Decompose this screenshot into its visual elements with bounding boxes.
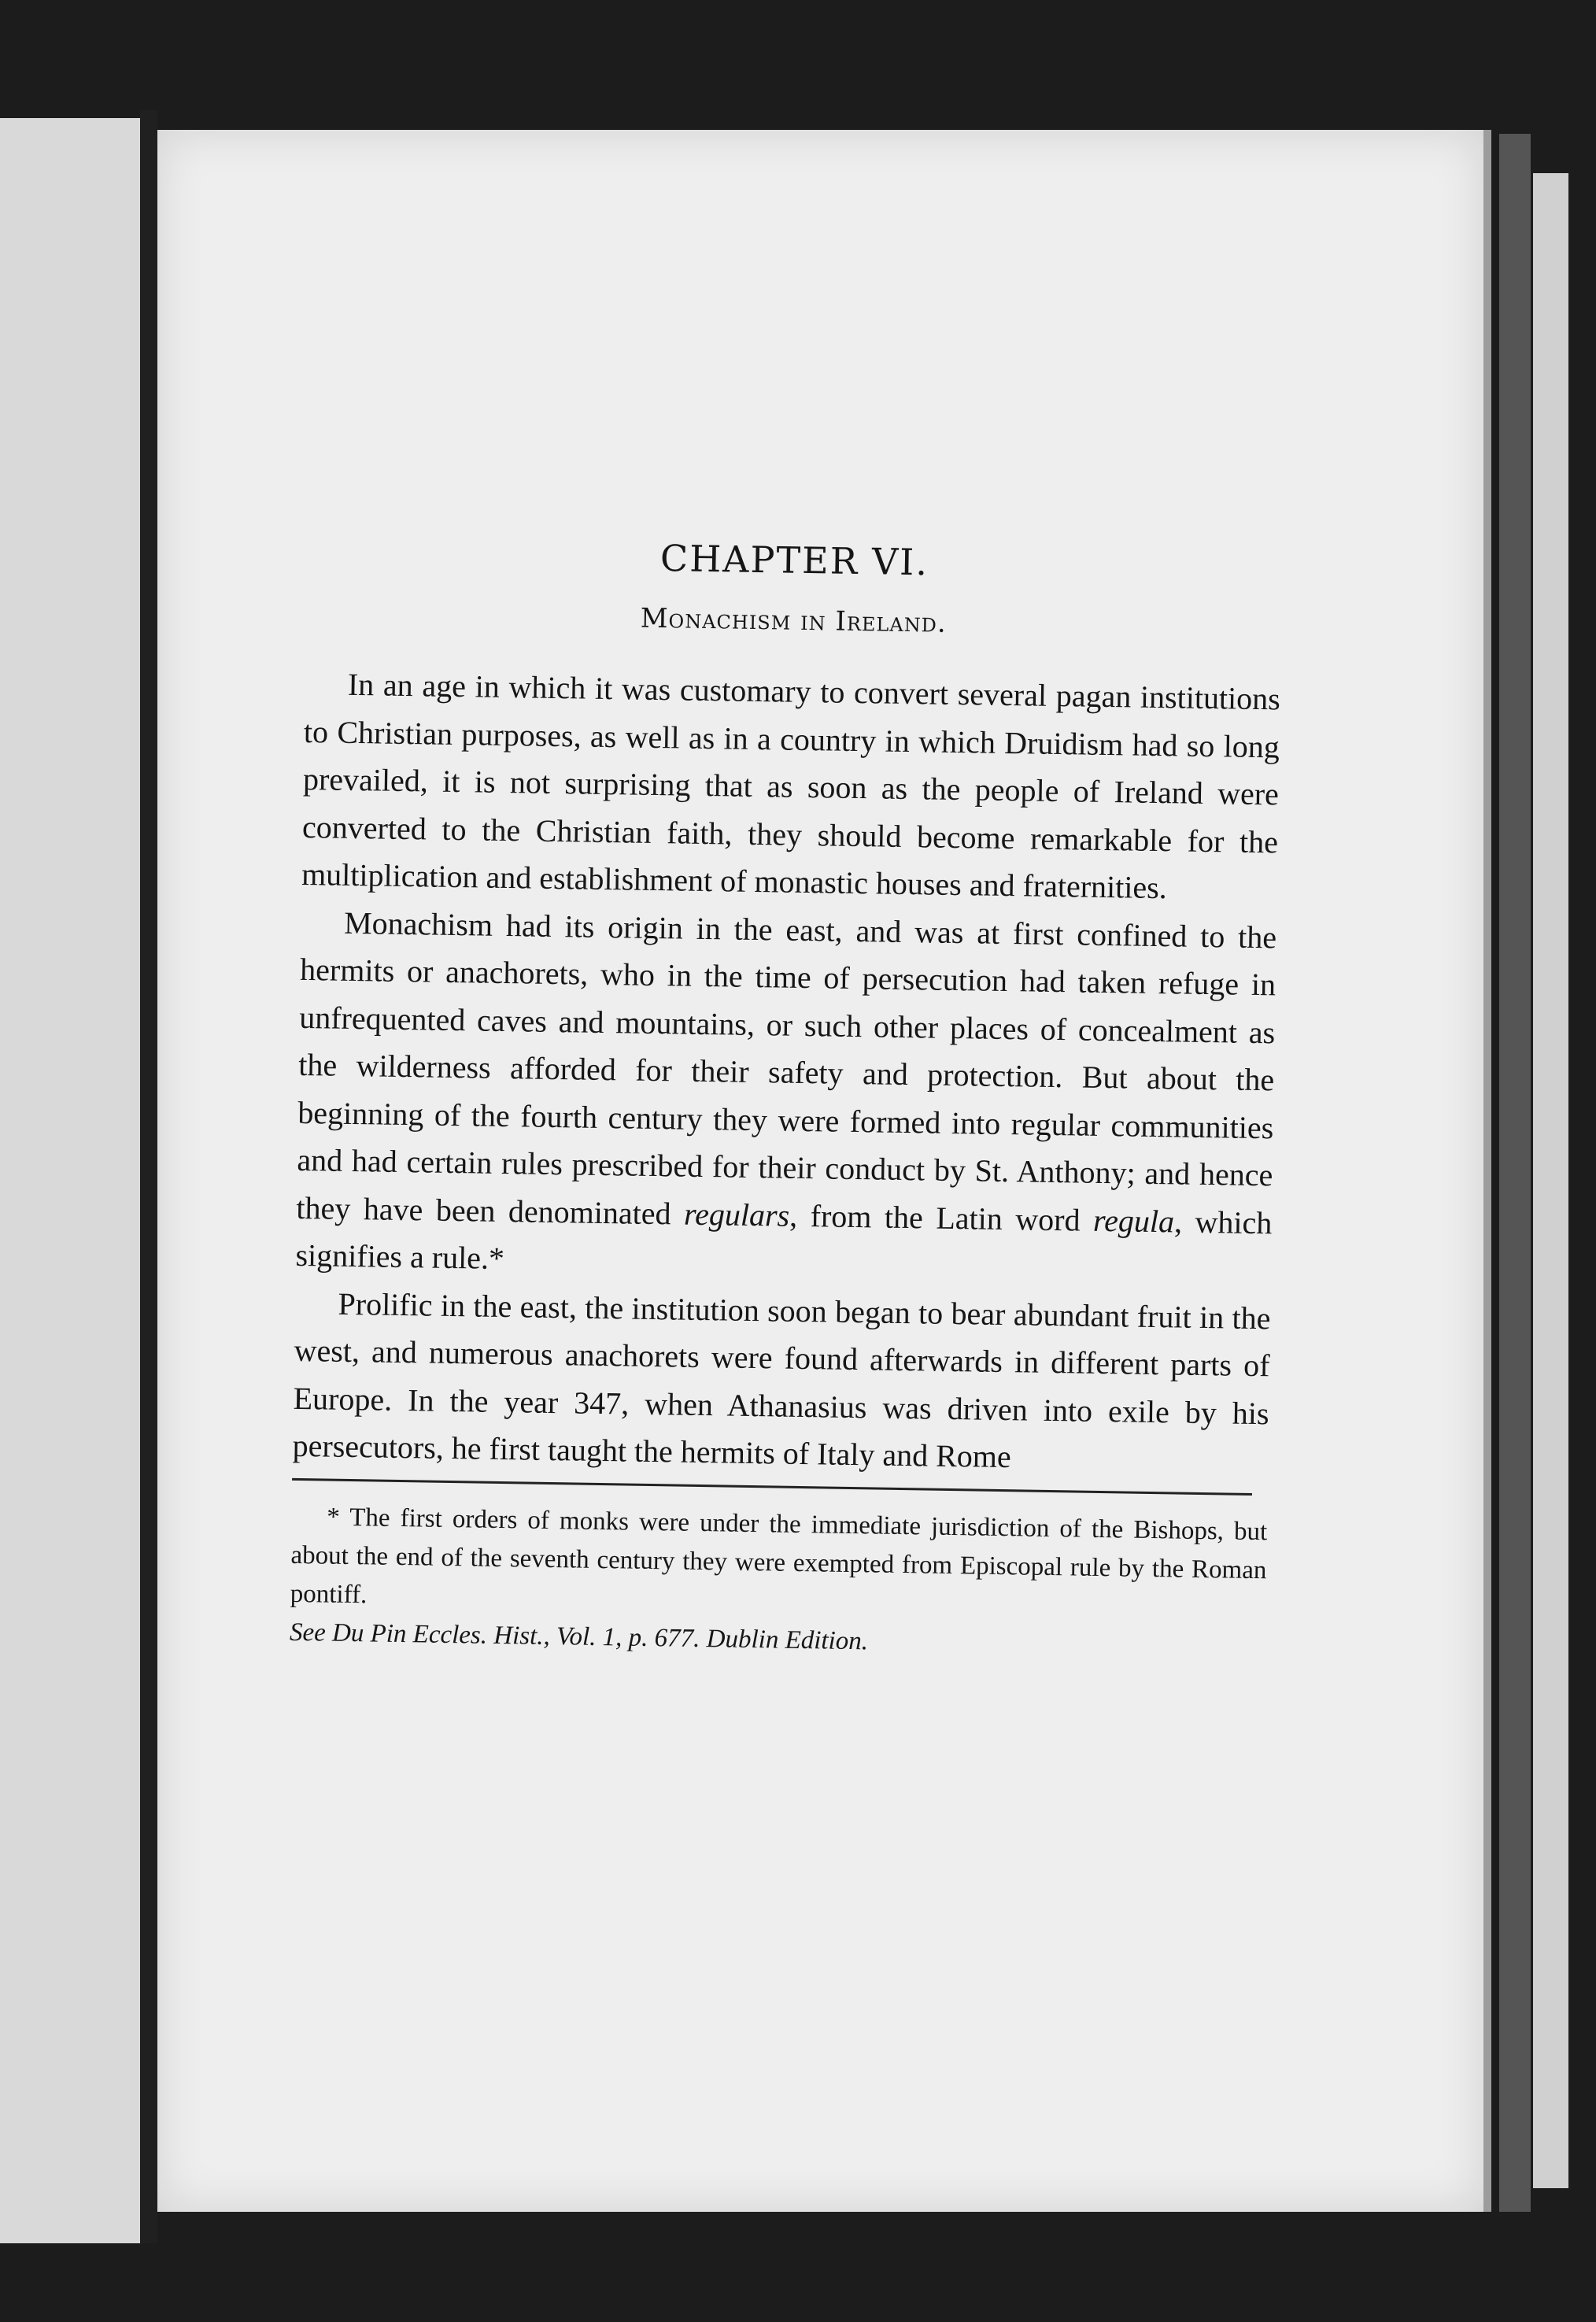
paragraph-1: In an age in which it was customary to convert several pagan institutions to Christian purposes, as well as in a country in which Druidism had so long prevailed, it is not surprising that as soon as the people of Ireland were converted to the Christian faith, they should become remarkable for the multiplication and establishment of monastic houses and fraternities.	[301, 666, 1281, 906]
footnote-text: * The first orders of monks were under the immediate jurisdiction of the Bishops, but about the end of the seventh century they were exempted from Episcopal rule by the Roman pontiff.	[290, 1503, 1268, 1609]
section-title: Monachism in Ireland.	[640, 602, 948, 639]
paragraph-2-text-b: , from the Latin word	[789, 1197, 1094, 1238]
page-content	[290, 531, 1283, 1667]
paragraph-3: Prolific in the east, the institution soon began to bear abundant fruit in the west, and numerous anachorets were found afterwards in different parts of Europe. In the year 347, when Athanasius was driven into exile by his persecutors, he first taught the hermits of Italy and Rome	[292, 1285, 1271, 1475]
footnote	[290, 1497, 1268, 1666]
italic-term-regulars: regulars	[683, 1196, 790, 1233]
book-page	[157, 130, 1491, 2212]
page-stack-edge	[1499, 134, 1531, 2212]
book-gutter	[140, 110, 157, 2243]
paragraph-2-text-c: , which signifies a rule.*	[295, 1203, 1273, 1277]
chapter-title: CHAPTER VI.	[659, 537, 929, 584]
left-facing-page	[0, 118, 146, 2243]
paragraph-2	[295, 898, 1276, 1294]
italic-term-regula: regula	[1092, 1202, 1175, 1239]
book-cover-edge	[1533, 173, 1568, 2188]
footnote-citation: See Du Pin Eccles. Hist., Vol. 1, p. 677. Dublin Edition.	[289, 1618, 869, 1655]
paragraph-2-text-a: Monachism had its origin in the east, and was at first confined to the hermits or anachorets, who in the time of persecution had taken refuge in unfrequented caves and mountains, or such other places of concealment as the wilderness afforded for their safety and protection. But about the beginning of the fourth century they were formed into regular communities and had certain rules prescribed for their conduct by St. Anthony; and hence they have been denominated	[296, 904, 1277, 1232]
